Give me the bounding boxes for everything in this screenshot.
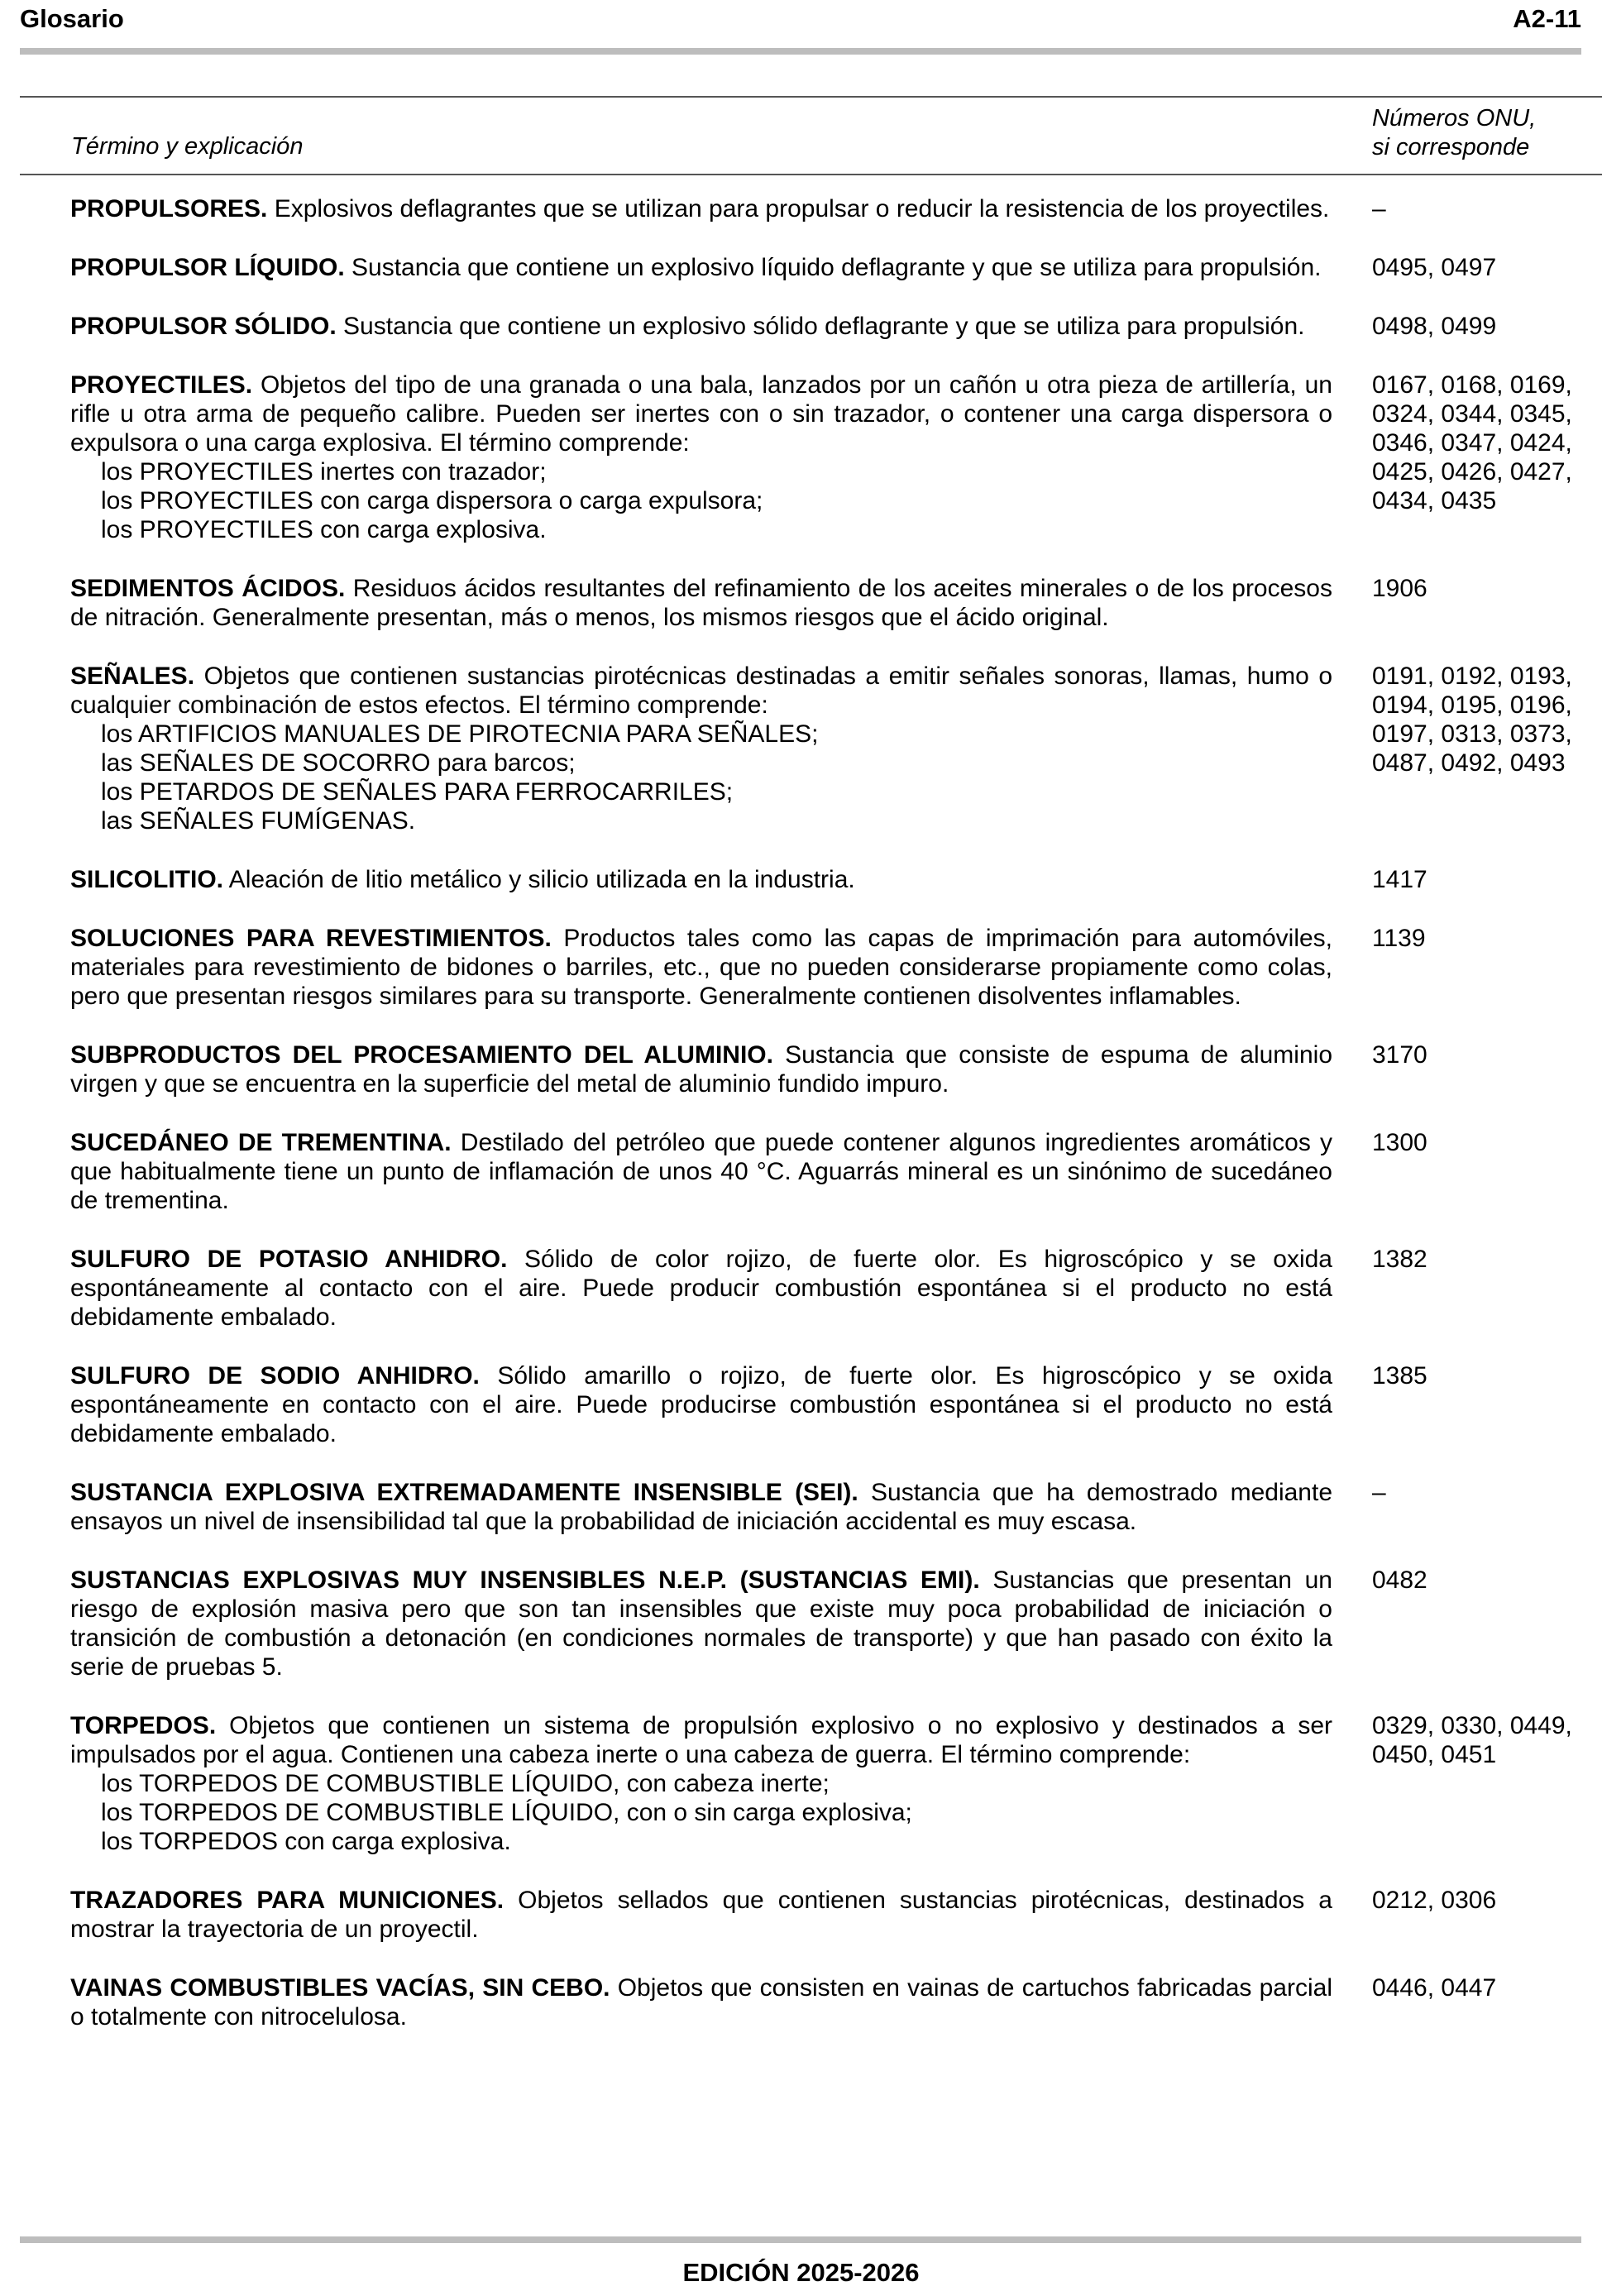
entry-text: Sólido amarillo o rojizo, de fuerte olor. Es higroscópico y se oxida espontáneamente en contacto con el aire. Puede producirse combustión espontánea si el producto no está debidamente embalado. [70,1362,1332,1447]
entry-definition [70,312,1332,341]
entry-definition [70,371,1332,544]
entry-un-numbers: – [1372,1479,1386,1506]
entry-paragraph [70,1566,1332,1681]
entry-un-numbers: 1417 [1372,866,1427,893]
entry-paragraph [70,1886,1332,1944]
entry-sublist-item: los PROYECTILES inertes con trazador; [101,458,547,486]
entry-definition [70,1040,1332,1098]
entry-un-numbers: 0498, 0499 [1372,313,1497,340]
entry-term: TRAZADORES PARA MUNICIONES. [70,1887,505,1914]
entry-un-numbers: 0191, 0192, 0193, 0194, 0195, 0196, 0197, 0313, 0373, 0487, 0492, 0493 [1372,662,1572,777]
entry-un-numbers: 3170 [1372,1041,1427,1069]
page-header [20,0,1581,38]
entry-paragraph [70,194,1332,223]
entry-text: Productos tales como las capas de imprimación para automóviles, materiales para revestimiento de bidones o barriles, etc., que no pueden considerarse propiamente como colas, pero que presentan riesgos similares para su transporte. Generalmente contienen disolventes inflamables. [70,925,1332,1010]
entry-un-numbers: 1385 [1372,1362,1427,1390]
entry-text: Objetos que contienen sustancias pirotécnicas destinadas a emitir señales sonoras, llamas, humo o cualquier combinación de estos efectos. El término comprende: [70,662,1332,719]
entry-text: Sustancias que presentan un riesgo de explosión masiva pero que son tan insensibles que existe muy poca probabilidad de iniciación o transición de combustión a detonación (en condiciones normales de transporte) y que han pasado con éxito la serie de pruebas 5. [70,1567,1332,1681]
glossary-entry [70,865,1602,894]
entry-definition [70,1566,1332,1681]
entry-sublist-item: los TORPEDOS con carga explosiva. [101,1828,511,1855]
glossary-entry [70,1886,1602,1944]
entry-definition [70,662,1332,835]
entry-term: SILICOLITIO. [70,866,223,893]
entry-term: SUBPRODUCTOS DEL PROCESAMIENTO DEL ALUMINIO. [70,1041,773,1069]
entry-text: Aleación de litio metálico y silicio utilizada en la industria. [223,866,855,893]
entry-paragraph [70,865,1332,894]
entry-definition [70,194,1332,223]
column-header-term: Término y explicación [71,133,304,160]
entry-definition [70,924,1332,1011]
glossary-entries [70,194,1602,2061]
entry-text: Explosivos deflagrantes que se utilizan para propulsar o reducir la resistencia de los proyectiles. [267,195,1330,222]
entry-text: Sólido de color rojizo, de fuerte olor. Es higroscópico y se oxida espontáneamente al contacto con el aire. Puede producir combustión espontánea si el producto no está debidamente embalado. [70,1246,1332,1331]
glossary-entry [70,662,1602,835]
entry-text: Objetos del tipo de una granada o una bala, lanzados por un cañón u otra pieza de artillería, un rifle u otra arma de pequeño calibre. Pueden ser inertes con o sin trazador, o contener una carga dispersora o expulsora o una carga explosiva. El término comprende: [70,371,1332,457]
entry-term: SEDIMENTOS ÁCIDOS. [70,575,346,602]
entry-un-numbers: 0446, 0447 [1372,1974,1497,2002]
page-number: A2-11 [1513,4,1581,33]
glossary-entry [70,1040,1602,1098]
entry-term: TORPEDOS. [70,1712,217,1739]
column-header-un-line2: si corresponde [1372,134,1530,160]
entry-term: PROPULSORES. [70,195,268,222]
entry-paragraph [70,312,1332,341]
entry-paragraph [70,1711,1332,1769]
entry-un-numbers: 0495, 0497 [1372,254,1497,281]
footer-rule [20,2236,1581,2243]
entry-un-numbers: 0167, 0168, 0169, 0324, 0344, 0345, 0346, 0347, 0424, 0425, 0426, 0427, 0434, 0435 [1372,371,1572,514]
column-header [20,96,1602,175]
entry-sublist-item: los ARTIFICIOS MANUALES DE PIROTECNIA PARA SEÑALES; [101,720,819,748]
glossary-entry [70,1711,1602,1856]
entry-sublist-item: los TORPEDOS DE COMBUSTIBLE LÍQUIDO, con o sin carga explosiva; [101,1799,912,1826]
entry-paragraph [70,924,1332,1011]
entry-text: Destilado del petróleo que puede contener algunos ingredientes aromáticos y que habitualmente tiene un punto de inflamación de unos 40 °C. Aguarrás mineral es un sinónimo de sucedáneo de trementina. [70,1129,1333,1214]
entry-text: Sustancia que ha demostrado mediante ensayos un nivel de insensibilidad tal que la probabilidad de iniciación accidental es muy escasa. [70,1479,1333,1535]
entry-term: SUSTANCIA EXPLOSIVA EXTREMADAMENTE INSENSIBLE (SEI). [70,1479,858,1506]
entry-definition [70,865,1332,894]
entry-paragraph [70,371,1332,457]
edition-footer: EDICIÓN 2025-2026 [682,2258,920,2287]
entry-term: PROYECTILES. [70,371,253,399]
glossary-entry [70,253,1602,282]
entry-definition [70,1886,1332,1944]
entry-term: VAINAS COMBUSTIBLES VACÍAS, SIN CEBO. [70,1974,610,2002]
entry-term: SULFURO DE SODIO ANHIDRO. [70,1362,480,1390]
entry-sublist-item: las SEÑALES FUMÍGENAS. [101,807,416,835]
glossary-entry [70,1245,1602,1332]
glossary-entry [70,924,1602,1011]
entry-definition [70,1361,1332,1448]
glossary-entry [70,1128,1602,1215]
entry-text: Objetos que consisten en vainas de cartuchos fabricadas parcial o totalmente con nitrocelulosa. [70,1974,1332,2031]
entry-un-numbers: 1382 [1372,1246,1427,1273]
entry-text: Sustancia que contiene un explosivo sólido deflagrante y que se utiliza para propulsión. [336,313,1305,340]
entry-un-numbers: 0212, 0306 [1372,1887,1497,1914]
glossary-entry [70,1566,1602,1681]
entry-term: PROPULSOR LÍQUIDO. [70,254,345,281]
entry-paragraph [70,1128,1332,1215]
glossary-entry [70,194,1602,223]
entry-paragraph [70,1245,1332,1332]
entry-sublist [70,720,1332,835]
entry-paragraph [70,662,1332,720]
entry-un-numbers: 0482 [1372,1567,1427,1594]
entry-term: SUSTANCIAS EXPLOSIVAS MUY INSENSIBLES N.E.P. (SUSTANCIAS EMI). [70,1567,980,1594]
entry-sublist-item: los TORPEDOS DE COMBUSTIBLE LÍQUIDO, con cabeza inerte; [101,1770,830,1797]
glossary-entry [70,1478,1602,1536]
entry-sublist-item: las SEÑALES DE SOCORRO para barcos; [101,749,576,777]
entry-paragraph [70,574,1332,632]
glossary-entry [70,1361,1602,1448]
entry-paragraph [70,253,1332,282]
entry-definition [70,1478,1332,1536]
entry-sublist-item: los PETARDOS DE SEÑALES PARA FERROCARRILES; [101,778,734,806]
glossary-entry [70,1973,1602,2031]
entry-text: Objetos sellados que contienen sustancias pirotécnicas, destinados a mostrar la trayectoria de un proyectil. [70,1887,1332,1943]
entry-sublist [70,1769,1332,1856]
entry-text: Sustancia que consiste de espuma de aluminio virgen y que se encuentra en la superficie del metal de aluminio fundido impuro. [70,1041,1332,1098]
entry-un-numbers: 1300 [1372,1129,1427,1156]
entry-term: PROPULSOR SÓLIDO. [70,313,337,340]
entry-sublist-item: los PROYECTILES con carga explosiva. [101,516,547,543]
entry-paragraph [70,1478,1332,1536]
entry-term: SEÑALES. [70,662,195,690]
entry-un-numbers: 1139 [1372,925,1426,952]
entry-term: SUCEDÁNEO DE TREMENTINA. [70,1129,452,1156]
entry-term: SOLUCIONES PARA REVESTIMIENTOS. [70,925,552,952]
glossary-entry [70,574,1602,632]
entry-paragraph [70,1973,1332,2031]
entry-text: Sustancia que contiene un explosivo líquido deflagrante y que se utiliza para propulsión. [344,254,1322,281]
entry-un-numbers: 1906 [1372,575,1427,602]
entry-paragraph [70,1040,1332,1098]
entry-un-numbers: 0329, 0330, 0449, 0450, 0451 [1372,1712,1572,1768]
entry-definition [70,253,1332,282]
glossary-entry [70,312,1602,341]
entry-text: Objetos que contienen un sistema de propulsión explosivo o no explosivo y destinados a ser impulsados por el agua. Contienen una cabeza inerte o una cabeza de guerra. El término comprende: [70,1712,1332,1768]
entry-term: SULFURO DE POTASIO ANHIDRO. [70,1246,508,1273]
entry-sublist-item: los PROYECTILES con carga dispersora o carga expulsora; [101,487,763,514]
entry-definition [70,1245,1332,1332]
entry-sublist [70,457,1332,544]
entry-paragraph [70,1361,1332,1448]
entry-definition [70,1711,1332,1856]
header-rule [20,48,1581,55]
entry-un-numbers: – [1372,195,1386,222]
column-header-un [1372,104,1587,162]
glossary-entry [70,371,1602,544]
section-title: Glosario [20,4,124,33]
entry-definition [70,1973,1332,2031]
entry-definition [70,1128,1332,1215]
entry-text: Residuos ácidos resultantes del refinamiento de los aceites minerales o de los procesos de nitración. Generalmente presentan, más o menos, los mismos riesgos que el ácido original. [70,575,1332,631]
entry-definition [70,574,1332,632]
column-header-un-line1: Números ONU, [1372,105,1537,132]
